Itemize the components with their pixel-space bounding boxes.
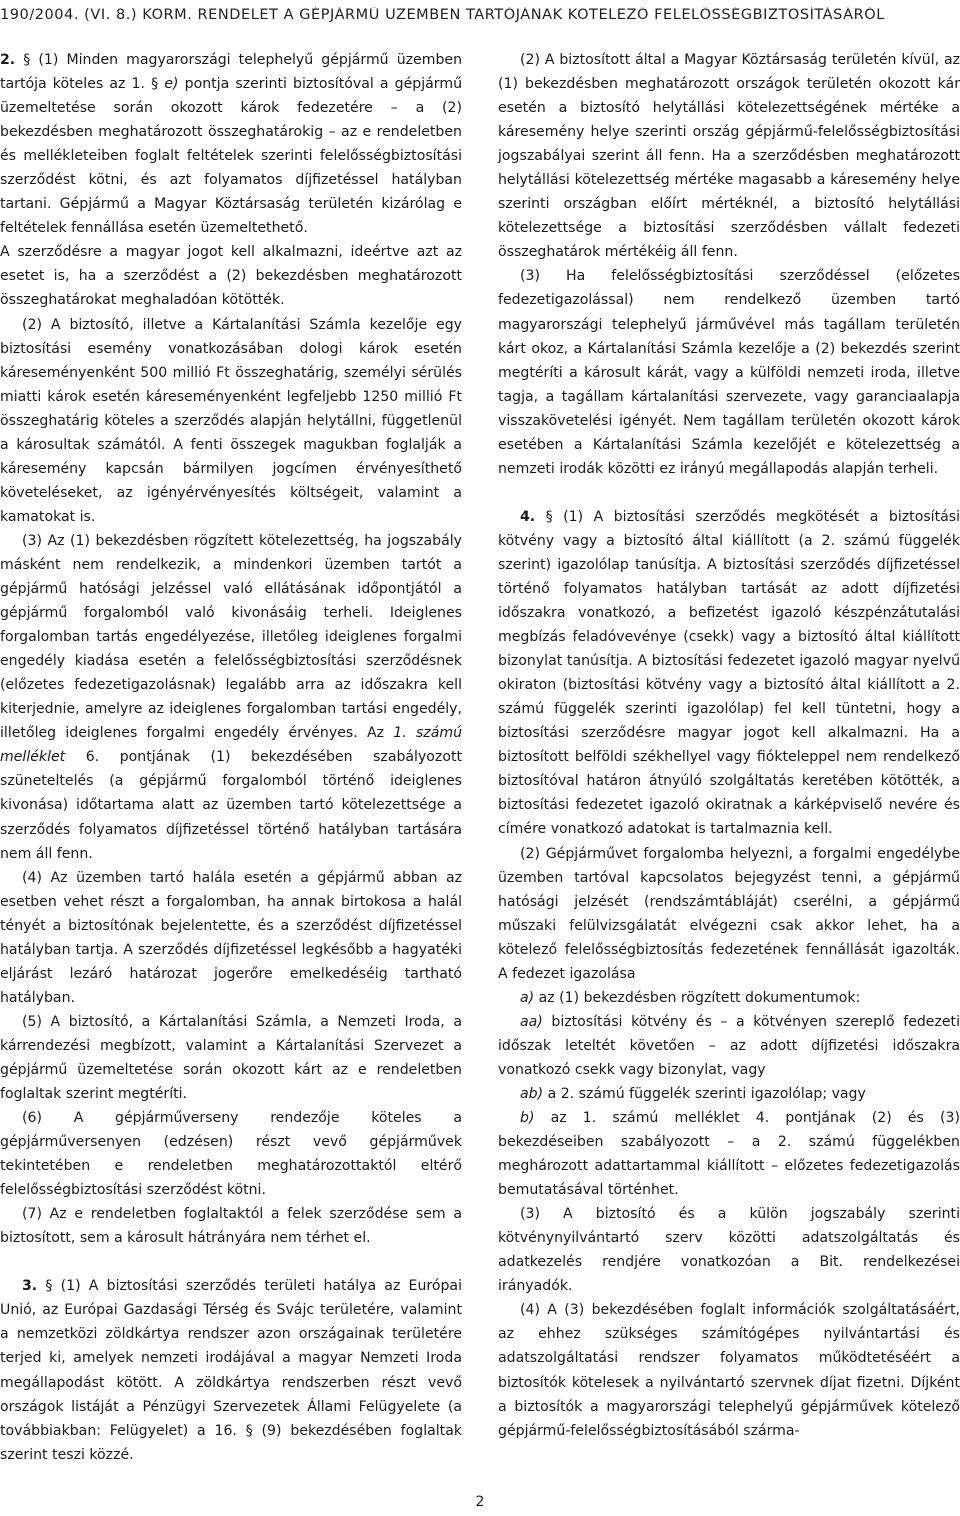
- section-3-paragraph-2: (2) A biztosított által a Magyar Köztársaság területén kívül, az (1) bekezdésben meghatározott országok területén okozott kár esetén a biztosító helytállási kötelezettségének mértéke a káresemény helye szerinti ország gépjármű-felelősségbiztosítási jogszabályai szerint áll fenn. Ha a szerződésben meghatározott helytállási kötelezettség mértéke magasabb a káresemény helye szerinti országban előírt mértéknél, a biztosító helytállási kötelezettsége a biztosítási szerződésben vállalt fedezeti összeghatárok mértékéig áll fenn.: [498, 52, 960, 261]
- section-4-paragraph-2: (2) Gépjárművet forgalomba helyezni, a forgalmi engedélybe üzemben tartóval kapcsolatos bejegyzést tenni, a gépjármű hatósági jelzését (rendszámtábláját) cserélni, a gépjármű műszaki felülvizsgálatát elvégezni csak akkor lehet, ha a kötelező felelősségbiztosítás fedezetének fennállását igazolták. A fedezet igazolása: [498, 845, 960, 982]
- list-item-a: [498, 986, 960, 1010]
- text-run: a 2. számú függelék szerinti igazolólap; vagy: [543, 1085, 866, 1102]
- section-4-paragraph-3: (3) A biztosító és a külön jogszabály szerinti kötvénynyilvántartó szerv közötti adatszolgáltatás és adatkezelés rendjére vonatkozóan a Bit. rendelkezései irányadók.: [498, 1206, 960, 1295]
- list-marker: a): [520, 989, 535, 1006]
- list-item-aa: [498, 1010, 960, 1082]
- text-run: pontja szerinti biztosítóval a gépjármű üzemeltetése során okozott károk fedezetére – a (2) bekezdésben meghatározott összeghatárokig – az e rendeletben és mellékleteiben foglalt feltételek szerinti felelősségbiztosítási szerződést kötni, és azt folyamatos díjfizetéssel hatályban tartani. Gépjármű a Magyar Köztársaság területén kizárólag e feltételek fennállása esetén üzemeltethető.: [0, 76, 462, 237]
- left-column: [0, 48, 462, 1467]
- section-2-paragraph-1: [0, 48, 462, 240]
- section-2-paragraph-5: (5) A biztosító, a Kártalanítási Számla, a Nemzeti Iroda, a kárrendezési megbízott, valamint a Kártalanítási Szervezet a gépjármű üzemeltetése során okozott kárt az e rendeletben foglaltak szerint megtéríti.: [0, 1013, 462, 1103]
- list-marker: aa): [520, 1013, 543, 1030]
- section-3-paragraph-1: [0, 1274, 462, 1466]
- section-2-paragraph-7: (7) Az e rendeletben foglaltaktól a felek szerződése sem a biztosított, sem a károsult hátrányára nem térhet el.: [0, 1206, 462, 1247]
- list-marker: ab): [520, 1085, 544, 1102]
- text-run: § (1) Minden magyarországi telephelyű gépjármű üzemben tartója köteles az 1. §: [0, 52, 462, 93]
- text-run: 6. pontjának (1) bekezdésében szabályozott szüneteltelés (a gépjármű forgalomból történő ideiglenes kivonása) időtartama alatt az üzemben tartó kötelezettsége a szerződés folyamatos díjfizetéssel történő hatályban tartására nem áll fenn.: [0, 749, 462, 862]
- section-number: 4.: [520, 508, 536, 525]
- text-run: biztosítási kötvény és – a kötvényen szereplő fedezeti időszak leteltét követően – az adott díjfizetési időszakra vonatkozó csekk vagy bizonylat, vagy: [498, 1013, 960, 1078]
- text-run: az 1. számú melléklet 4. pontjának (2) és (3) bekezdéseiben szabályozott – a 2. számú függelékben meghározott adattartammal kiállított – előzetes fedezetigazolás bemutatásával történhet.: [498, 1110, 960, 1199]
- section-4-paragraph-4: (4) A (3) bekezdésében foglalt információk szolgáltatásáért, az ehhez szükséges számítógépes nyilvántartási és adatszolgáltatási rendszer folyamatos működtetéséért a biztosítók kötelesek a nyilvántartó szervnek díjat fizetni. Díjként a biztosítók a magyarországi telephelyű gépjárművek kötelező gépjármű-felelősségbiztosításából szárma-: [498, 1302, 960, 1439]
- section-3-paragraph-3: (3) Ha felelősségbiztosítási szerződéssel (előzetes fedezetigazolással) nem rendelkező üzemben tartó magyarországi telephelyű járművével más tagállam területén kárt okoz, a Kártalanítási Számla kezelője a (2) bekezdés szerint megtéríti a károsult kárát, vagy a külföldi nemzeti iroda, illetve tagja, a tagállam kártalanítási szervezete, vagy garanciaalapja visszakövetelési igényét. Nem tagállam területén okozott károk esetében a Kártalanítási Számla kezelőjét e kötelezettség a nemzeti irodák közötti ez irányú megállapodás alapján terheli.: [498, 268, 960, 477]
- list-item-ab: [498, 1082, 960, 1106]
- text-run: § (1) A biztosítási szerződés területi hatálya az Európai Unió, az Európai Gazdasági Térség és Svájc területére, valamint a nemzetközi zöldkártya rendszer azon országainak területére terjed ki, amelyek nemzeti irodájával a magyar Nemzeti Iroda megállapodást kötött. A zöldkártya rendszerben részt vevő országok listáját a Pénzügyi Szervezetek Állami Felügyelete (a továbbiakban: Felügyelet) a 16. § (9) bekezdésében foglaltak szerint teszi közzé.: [0, 1278, 462, 1463]
- section-2-paragraph-1b: A szerződésre a magyar jogot kell alkalmazni, ideértve azt az esetet is, ha a szerződést a (2) bekezdésben meghatározott összeghatárokat meghaladóan kötötték.: [0, 244, 462, 309]
- italic-ref: e): [164, 76, 179, 93]
- section-number: 3.: [22, 1278, 38, 1295]
- right-column: [498, 48, 960, 1443]
- running-header: 190/2004. (VI. 8.) KORM. RENDELET A GÉPJÁRMŰ ÜZEMBEN TARTÓJÁNAK KÖTELEZŐ FELELŐSSÉGBIZTOSÍTÁSÁRÓL: [0, 7, 885, 23]
- section-number: 2.: [0, 52, 16, 68]
- text-run: az (1) bekezdésben rögzített dokumentumok:: [534, 989, 861, 1006]
- section-2-paragraph-2: (2) A biztosító, illetve a Kártalanítási Számla kezelője egy biztosítási esemény vonatkozásában dologi károk esetén káreseményenként 500 millió Ft összeghatárig, személyi sérülés miatti károk esetén káreseményenként legfeljebb 1250 millió Ft összeghatárig köteles a szerződés alapján helytállni, függetlenül a károsultak számától. A fenti összegek magukban foglalják a káresemény kapcsán bármilyen jogcímen érvényesíthető követeléseket, az igényérvényesítés költségeit, valamint a kamatokat is.: [0, 316, 462, 525]
- section-2-paragraph-6: (6) A gépjárműverseny rendezője köteles a gépjárműversenyen (edzésen) részt vevő gépjárművek tekintetében e rendeletben meghatározottaktól eltérő felelősségbiztosítási szerződést kötni.: [0, 1110, 462, 1199]
- section-2-paragraph-4: (4) Az üzemben tartó halála esetén a gépjármű abban az esetben vehet részt a forgalomban, ha annak birtokosa a halál tényét a biztosítónak bejelentette, és a szerződést díjfizetéssel hatályban tartja. A szerződés díjfizetéssel legkésőbb a hagyatéki eljárást lezáró határozat jogerőre emelkedéséig tartható hatályban.: [0, 869, 462, 1006]
- text-run: (3) Az (1) bekezdésben rögzített kötelezettség, ha jogszabály másként nem rendelkezik, a mindenkori üzemben tartót a gépjármű hatósági jelzéssel való ellátásának időpontjától a gépjármű forgalomból való kivonásáig terheli. Ideiglenes forgalomban tartás engedélyezése, illetőleg ideiglenes forgalmi engedély kiadása esetén a felelősségbiztosítási szerződésnek (előzetes fedezetigazolásnak) legalább arra az időszakra kell kiterjednie, amelyre az ideiglenes forgalomban tartási engedély, illetőleg ideiglenes forgalmi engedély érvényes. Az: [0, 532, 462, 742]
- text-run: § (1) A biztosítási szerződés megkötését a biztosítási kötvény vagy a biztosító által kiállított (a 2. számú függelék szerint) igazolólap tanúsítja. A biztosítási szerződés díjfizetéssel történő folyamatos hatályban tartását az adott díjfizetési időszakra vonatkozó, a befizetést igazoló készpénzátutalási megbízás feladóvevénye (csekk) vagy a biztosító által kiállított bizonylat tanúsítja. A biztosítási fedezetet igazoló magyar nyelvű okiraton (biztosítási kötvény vagy a biztosító által kiállított a 2. számú függelék szerinti igazolólap) fel kell tüntetni, hogy a biztosítási szerződésre magyar jogot kell alkalmazni. Ha a biztosított belföldi székhellyel vagy fiókteleppel nem rendelkező biztosítóval határon átnyúló szolgáltatás keretében kötötték, a biztosítási fedezetet igazoló okiratnak a kárképviselő nevére és címére vonatkozó adatokat is tartalmaznia kell.: [498, 508, 960, 838]
- italic-ref: 1. számú melléklet: [0, 725, 462, 766]
- list-marker: b): [520, 1110, 535, 1127]
- list-item-b: [498, 1106, 960, 1202]
- page-number: 2: [475, 1494, 485, 1510]
- section-2-paragraph-3: [0, 529, 462, 866]
- section-4-paragraph-1: [498, 505, 960, 842]
